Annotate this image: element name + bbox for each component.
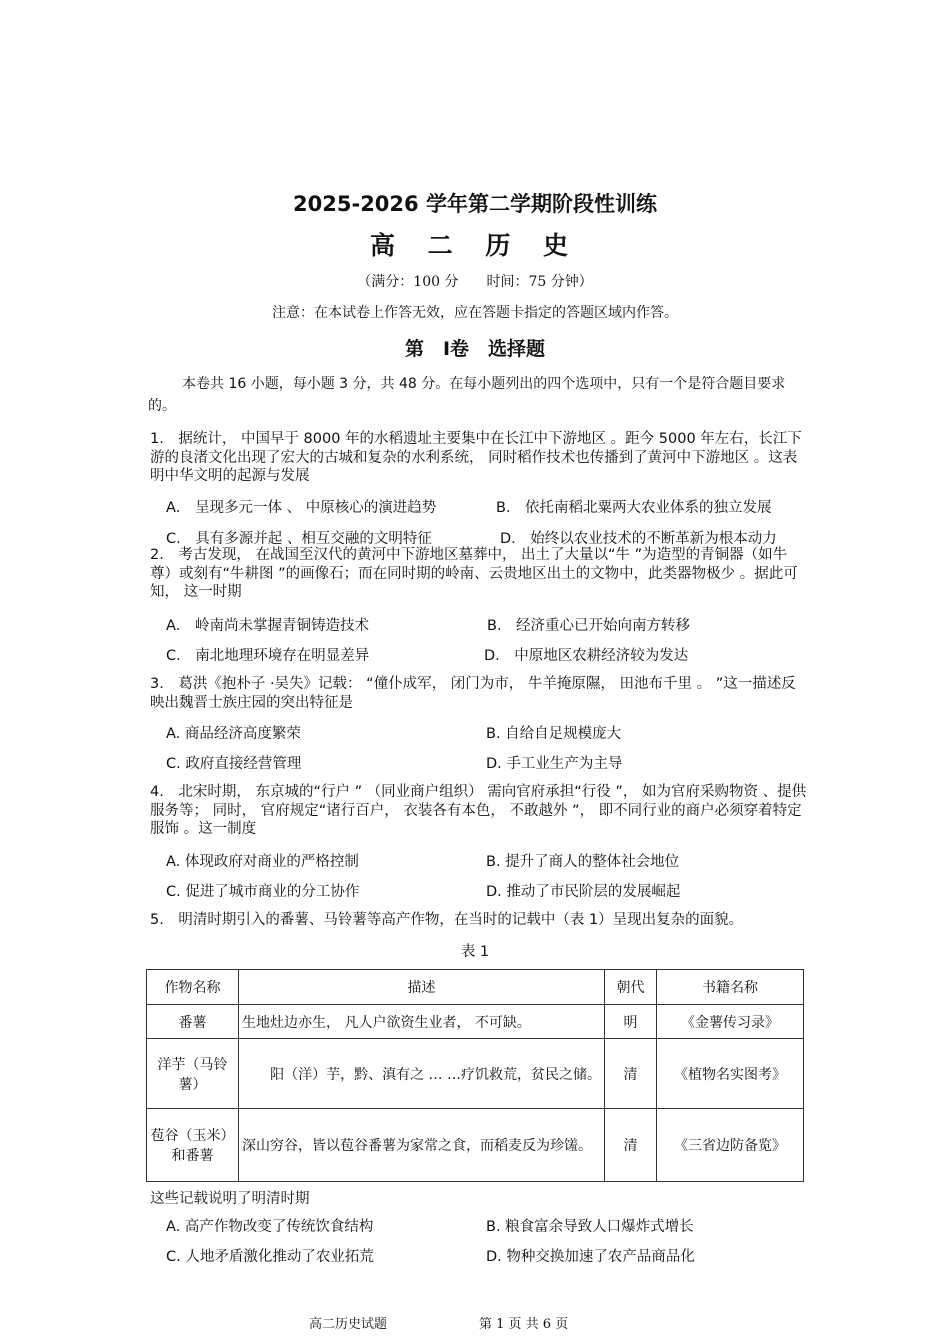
question-3-option-a: A. 商品经济高度繁荣 [166,726,301,742]
table-header-cell: 书籍名称 [657,970,804,1005]
question-2-stem: 2. 考古发现， 在战国至汉代的黄河中下游地区墓葬中， 出土了大量以“牛 ”为造型的青铜器（如牛尊）或刻有“牛耕图 ”的画像石；而在同时期的岭南、云贵地区出土的文物中，此类器物极少 。据此可知， 这一时期 [150,547,798,600]
question-5-option-b: B. 粮食富余导致人口爆炸式增长 [486,1219,694,1235]
question-5-option-a: A. 高产作物改变了传统饮食结构 [166,1219,374,1235]
question-2-option-c: C． 南北地理环境存在明显差异 [166,648,370,664]
footer-subject: 高二历史试题 [309,1317,388,1332]
question-5-stem: 5. 明清时期引入的番薯、马铃薯等高产作物，在当时的记载中（表 1）呈现出复杂的面貌。 [150,912,744,928]
question-2-option-b: B． 经济重心已开始向南方转移 [487,618,691,634]
table-cell: 阳（洋）芋，黔、滇有之 … …疗饥救荒，贫民之储。 [239,1039,605,1109]
table-row [147,1039,804,1109]
table-cell: 洋芋（马铃薯） [147,1039,239,1109]
question-5-option-d: D. 物种交换加速了农产品商品化 [486,1249,695,1265]
table-cell: 《金薯传习录》 [657,1005,804,1039]
table-row [147,1109,804,1182]
question-2-option-a: A． 岭南尚未掌握青铜铸造技术 [166,618,370,634]
question-3-option-d: D. 手工业生产为主导 [486,756,623,772]
question-4-option-b: B. 提升了商人的整体社会地位 [486,854,680,870]
table-header-cell: 描述 [239,970,605,1005]
table-header-cell: 作物名称 [147,970,239,1005]
crop-records-table [146,969,804,1182]
section-intro: 本卷共 16 小题，每小题 3 分，共 48 分。在每小题列出的四个选项中，只有一个是符合题目要求的。 [148,376,786,414]
table-row [147,1005,804,1039]
exam-title: 2025-2026 学年第二学期阶段性训练 [293,192,657,216]
question-3-option-c: C. 政府直接经营管理 [166,756,302,772]
question-1-option-b: B． 依托南稻北粟两大农业体系的独立发展 [496,500,772,516]
question-3-option-b: B. 自给自足规模庞大 [486,726,622,742]
subject-title: 高 二 历 史 [369,231,581,260]
question-3-stem: 3. 葛洪《抱朴子 ·吴失》记载： “僮仆成军， 闭门为市， 牛羊掩原隰， 田池布千里 。 ”这一描述反映出魏晋士族庄园的突出特征是 [150,676,796,711]
table-caption: 表 1 [460,944,490,960]
question-1-option-c: C． 具有多源并起 、相互交融的文明特征 [166,531,432,547]
question-5-followup: 这些记载说明了明清时期 [150,1191,310,1207]
footer-page-number: 第 1 页 共 6 页 [479,1317,569,1332]
question-4-option-c: C. 促进了城市商业的分工协作 [166,884,360,900]
question-1-option-d: D． 始终以农业技术的不断革新为根本动力 [500,531,777,547]
notice-text: 注意：在本试卷上作答无效，应在答题卡指定的答题区域内作答。 [272,305,678,321]
table-cell: 生地灶边亦生， 凡人户欲资生业者， 不可缺。 [239,1005,605,1039]
section-title: 第 Ⅰ卷 选择题 [404,338,546,360]
table-cell: 清 [605,1039,657,1109]
table-header-row [147,970,804,1005]
table-cell: 《三省边防备览》 [657,1109,804,1182]
table-cell: 苞谷（玉米）和番薯 [147,1109,239,1182]
table-header-cell: 朝代 [605,970,657,1005]
score-time-info: （满分：100 分 时间：75 分钟） [357,274,593,290]
question-4-stem: 4. 北宋时期， 东京城的“行户 ” （同业商户组织） 需向官府承担“行役 ”， 如为官府采购物资 、提供服务等； 同时， 官府规定“诸行百户， 衣装各有本色， 不敢越外 ”， 即不同行业的商户必须穿着特定服饰 。这一制度 [150,784,807,837]
table-cell: 番薯 [147,1005,239,1039]
question-1-stem: 1. 据统计， 中国早于 8000 年的水稻遗址主要集中在长江中下游地区 。距今 5000 年左右，长江下游的良渚文化出现了宏大的古城和复杂的水利系统， 同时稻作技术也传播到了黄河中下游地区 。这表明中华文明的起源与发展 [150,431,802,484]
table-cell: 明 [605,1005,657,1039]
question-5-option-c: C. 人地矛盾激化推动了农业拓荒 [166,1249,374,1265]
table-cell: 深山穷谷，皆以苞谷番薯为家常之食，而稻麦反为珍馐。 [239,1109,605,1182]
question-4-option-d: D. 推动了市民阶层的发展崛起 [486,884,681,900]
table-cell: 《植物名实图考》 [657,1039,804,1109]
question-4-option-a: A. 体现政府对商业的严格控制 [166,854,359,870]
question-1-option-a: A． 呈现多元一体 、 中原核心的演进趋势 [166,500,437,516]
table-cell: 清 [605,1109,657,1182]
question-2-option-d: D． 中原地区农耕经济较为发达 [484,648,689,664]
